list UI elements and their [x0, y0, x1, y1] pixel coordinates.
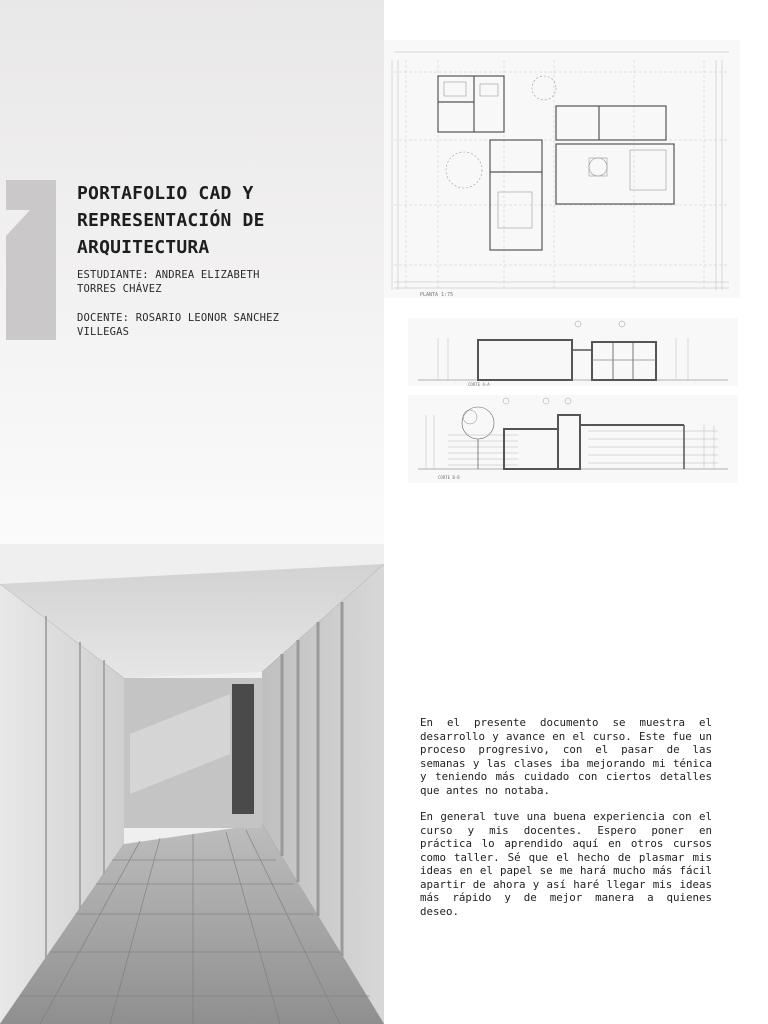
- section-b-drawing: [408, 395, 738, 483]
- student-info: [77, 268, 377, 296]
- numeral-one-shape: [6, 180, 56, 340]
- teacher-line: DOCENTE: ROSARIO LEONOR SANCHEZ: [77, 312, 280, 324]
- title-line: ARQUITECTURA: [77, 237, 210, 258]
- description-paragraph: En general tuve una buena experiencia con el curso y mis docentes. Espero poner en práctica lo aprendido aquí en otros cursos como taller. Sé que el hecho de plasmar mis ideas en el papel se me hará mucho más fácil apartir de ahora y así haré llegar mis ideas más rápido y de mejor manera a quienes deseo.: [420, 810, 712, 918]
- description-paragraph: En el presente documento se muestra el desarrollo y avance en el curso. Este fue un proceso progresivo, con el pasar de las semanas y las clases iba mejorando mi ténica y teniendo más cuidado con ciertos detalles que antes no notaba.: [420, 716, 712, 797]
- section-b-label: CORTE B-B: [438, 475, 460, 480]
- document-title: [77, 180, 377, 261]
- student-line: TORRES CHÁVEZ: [77, 283, 162, 295]
- title-line: PORTAFOLIO CAD Y: [77, 183, 254, 204]
- end-opening-shadow: [232, 684, 254, 814]
- description-text: [420, 716, 712, 931]
- title-line: REPRESENTACIÓN DE: [77, 210, 265, 231]
- teacher-line: VILLEGAS: [77, 326, 130, 338]
- teacher-info: [77, 311, 377, 339]
- section-a-drawing: [408, 318, 738, 386]
- student-line: ESTUDIANTE: ANDREA ELIZABETH: [77, 269, 260, 281]
- floor-plan-drawing: [384, 40, 740, 298]
- section-a-label: CORTE A-A: [468, 382, 490, 386]
- section-number-graphic: [0, 180, 60, 340]
- plan-label: PLANTA 1:75: [420, 292, 454, 298]
- corridor-perspective-drawing: [0, 544, 384, 1024]
